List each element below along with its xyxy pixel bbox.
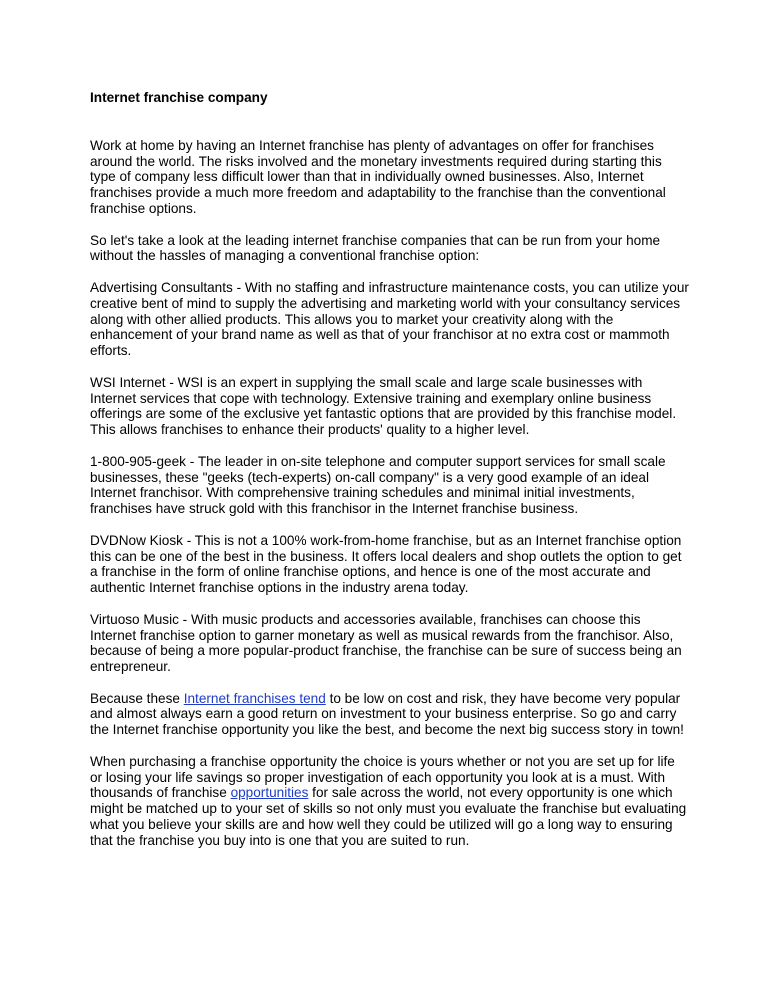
- paragraph-dvdnow-kiosk: DVDNow Kiosk - This is not a 100% work-from-home franchise, but as an Internet franchise option this can be one of the best in the business. It offers local dealers and shop outlets the option to get a franchise in the form of online franchise options, and hence is one of the most accurate and authentic Internet franchise options in the industry arena today.: [90, 532, 682, 596]
- document-body: [90, 90, 690, 864]
- paragraph-virtuoso-music: Virtuoso Music - With music products and accessories available, franchises can choose this Internet franchise option to garner monetary as well as musical rewards from the franchisor. Also, because of being a more popular-product franchise, the franchise can be sure of success being an entrepreneur.: [90, 611, 682, 675]
- opportunities-link[interactable]: opportunities: [230, 785, 309, 801]
- internet-franchises-tend-link[interactable]: Internet franchises tend: [183, 690, 326, 706]
- paragraph-wsi-internet: WSI Internet - WSI is an expert in supplying the small scale and large scale businesses with Internet services that cope with technology. Extensive training and exemplary online business offerings are some of the exclusive yet fantastic options that are provided by this franchise model. This allows franchises to enhance their products' quality to a higher level.: [90, 374, 677, 438]
- paragraph-advertising-consultants: Advertising Consultants - With no staffing and infrastructure maintenance costs, you can utilize your creative bent of mind to supply the advertising and marketing world with your consultancy services along with other allied products. This allows you to market your creativity along with the enhancement of your brand name as well as that of your franchisor at no extra cost or mammoth efforts.: [90, 279, 689, 359]
- paragraph-text: When purchasing a franchise opportunity the choice is yours whether or not you are set up for life or losing your life savings so proper investigation of each opportunity you look at is a must. With thousands of franchise: [90, 753, 675, 801]
- paragraph-leading-companies: So let's take a look at the leading internet franchise companies that can be run from your home without the hassles of managing a conventional franchise option:: [90, 232, 661, 264]
- paragraph-text: to be low on cost and risk, they have become very popular and almost always earn a good return on investment to your business enterprise. So go and carry the Internet franchise opportunity you like the best, and become the next big success story in town!: [90, 690, 684, 738]
- paragraph-purchasing-opportunity: [90, 754, 690, 849]
- paragraph-text: for sale across the world, not every opportunity is one which might be matched up to your set of skills so not only must you evaluate the franchise but evaluating what you believe your skills are and how well they could be utilized will go a long way to ensuring that the franchise you buy into is one that you are suited to run.: [90, 785, 687, 848]
- document-title: Internet franchise company: [90, 90, 268, 105]
- paragraph-1-800-905-geek: 1-800-905-geek - The leader in on-site telephone and computer support services for small scale businesses, these "geeks (tech-experts) on-call company" is a very good example of an ideal Internet franchisor. With comprehensive training schedules and minimal initial investments, franchises have struck gold with this franchisor in the Internet franchise business.: [90, 453, 666, 517]
- paragraph-intro: Work at home by having an Internet franchise has plenty of advantages on offer for franchises around the world. The risks involved and the monetary investments required during starting this type of company less difficult lower than that in individually owned businesses. Also, Internet franchises provide a much more freedom and adaptability to the franchise than the conventional franchise options.: [90, 137, 666, 216]
- paragraph-low-cost-risk: [90, 691, 690, 738]
- paragraph-text: Because these: [90, 690, 184, 706]
